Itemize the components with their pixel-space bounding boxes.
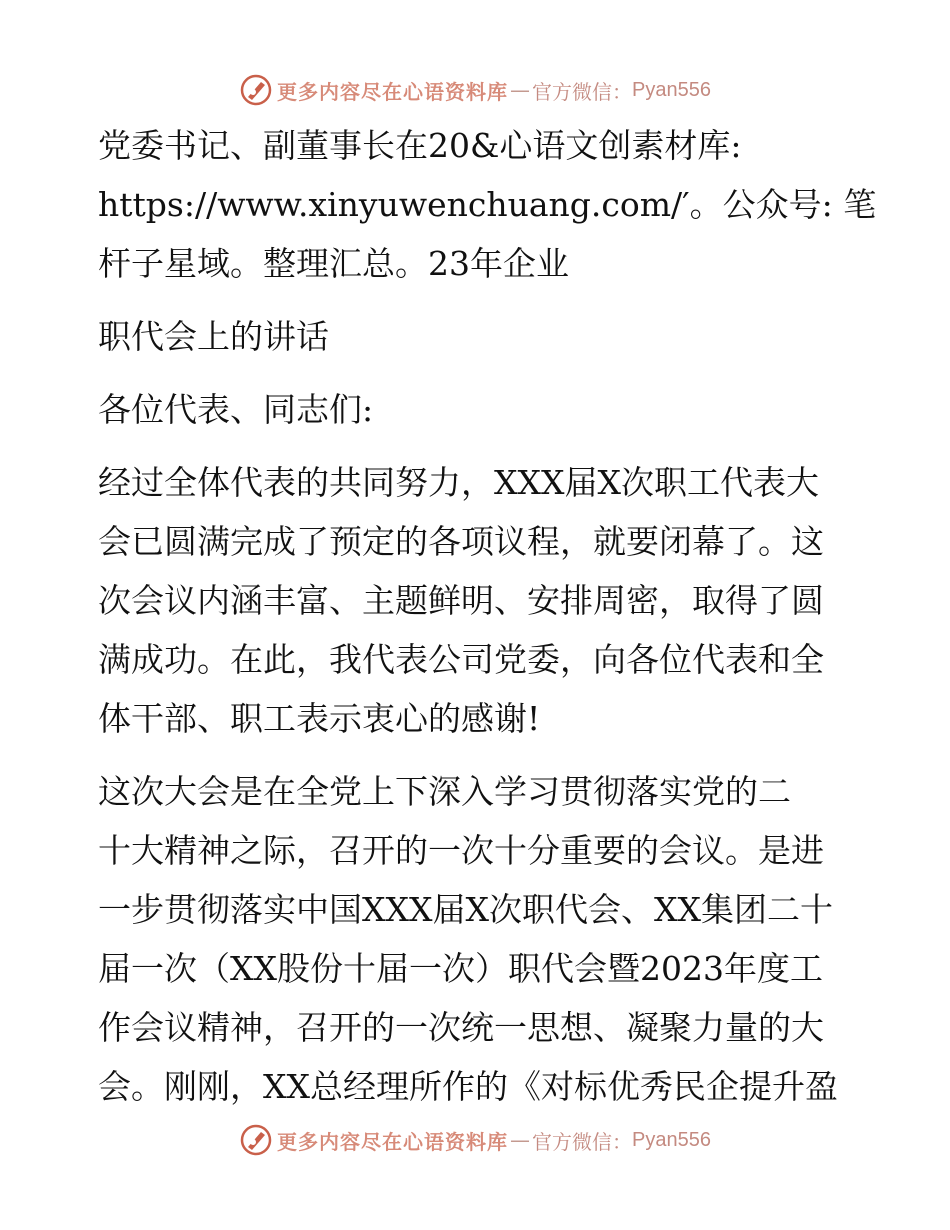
pen-logo-icon [239, 73, 273, 107]
text-line: 党委书记、副董事长在20&心语文创素材库: [98, 126, 742, 165]
text-line: 会。刚刚，XX总经理所作的《对标优秀民企提升盈 [98, 1067, 838, 1106]
watermark-account: Pyan556 [632, 1128, 711, 1151]
pen-logo-icon [239, 1123, 273, 1157]
text-line: 这次大会是在全党上下深入学习贯彻落实党的二 [98, 772, 791, 811]
text-line: 满成功。在此，我代表公司党委，向各位代表和全 [98, 640, 824, 679]
watermark-account: Pyan556 [632, 78, 711, 101]
watermark-header [0, 72, 950, 108]
text-line: 一步贯彻落实中国XXX届X次职代会、XX集团二十 [98, 890, 833, 929]
text-line: https://www.xinyuwenchuang.com/′。公众号: 笔 [98, 185, 877, 224]
paragraph-salutation [98, 380, 858, 439]
document-body [98, 116, 877, 1130]
text-line: 会已圆满完成了预定的各项议程，就要闭幕了。这 [98, 522, 824, 561]
watermark-main-text: 更多内容尽在心语资料库 [277, 79, 509, 104]
watermark-footer [0, 1122, 950, 1158]
watermark-main-text: 更多内容尽在心语资料库 [277, 1129, 509, 1154]
text-line: 作会议精神，召开的一次统一思想、凝聚力量的大 [98, 1008, 824, 1047]
watermark-separator: — [510, 78, 531, 102]
text-line: 次会议内涵丰富、主题鲜明、安排周密，取得了圆 [98, 581, 824, 620]
paragraph-body-2 [98, 762, 858, 1116]
text-line: 届一次（XX股份十届一次）职代会暨2023年度工 [98, 949, 823, 988]
text-line: 杆子星域。整理汇总。23年企业 [98, 244, 569, 283]
text-line: 职代会上的讲话 [98, 317, 329, 356]
watermark-official-label: 官方微信： [532, 1129, 633, 1154]
watermark-separator: — [510, 1128, 531, 1152]
watermark-official-label: 官方微信： [532, 79, 633, 104]
text-line: 各位代表、同志们: [98, 390, 374, 429]
paragraph-title-part2 [98, 307, 858, 366]
paragraph-title-part1 [98, 116, 877, 293]
text-line: 体干部、职工表示衷心的感谢! [98, 699, 541, 738]
paragraph-body-1 [98, 453, 858, 748]
text-line: 十大精神之际，召开的一次十分重要的会议。是进 [98, 831, 824, 870]
text-line: 经过全体代表的共同努力，XXX届X次职工代表大 [98, 463, 819, 502]
